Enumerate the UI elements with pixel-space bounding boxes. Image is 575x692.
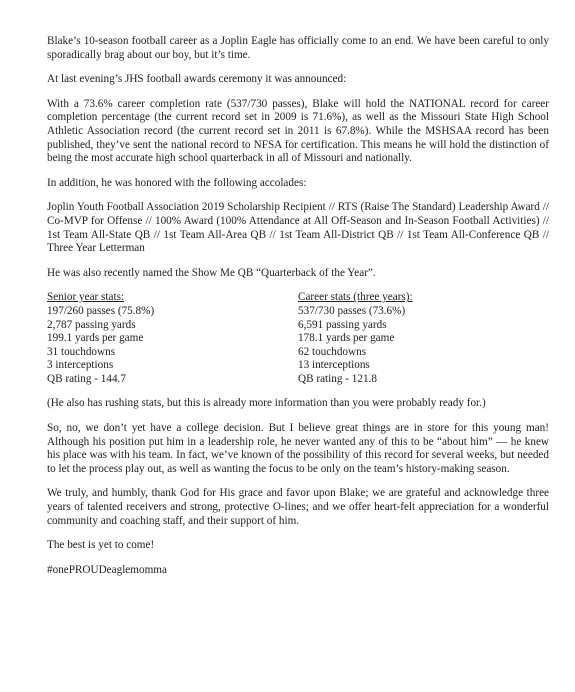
- rushing-note-paragraph: (He also has rushing stats, but this is already more information than you were probably ready for.): [47, 397, 486, 410]
- career-stat-line: 13 interceptions: [298, 359, 370, 372]
- hashtag-signature: #onePROUDeaglemomma: [47, 563, 167, 576]
- career-stat-line: 62 touchdowns: [298, 345, 367, 358]
- intro-paragraph: Blake’s 10-season football career as a Joplin Eagle has officially come to an end. We have been careful to only sporadically brag about our boy, but it’s time.: [47, 35, 549, 61]
- stats-section: [47, 291, 549, 386]
- career-stat-line: 6,591 passing yards: [298, 318, 387, 331]
- career-stat-line: 178.1 yards per game: [298, 332, 395, 345]
- accolades-list: Joplin Youth Football Association 2019 Scholarship Recipient // RTS (Raise The Standard) Leadership Award // Co-MVP for Offense // 100% Award (100% Attendance at All Off-Season and In-Season Football Activities) // 1st Team All-State QB // 1st Team All-Area QB // 1st Team All-District QB // 1st Team All-Conference QB // Three Year Letterman: [47, 201, 549, 255]
- senior-stat-line: 199.1 yards per game: [47, 332, 144, 345]
- record-paragraph: With a 73.6% career completion rate (537/730 passes), Blake will hold the NATIONAL record for career completion percentage (the current record set in 2009 is 71.6%), as well as the Missouri State High School Athletic Association record (the current record set in 2011 is 67.8%). While the MSHSAA record has been published, they’ve sent the national record to NFSA for certification. This means he will hold the distinction of being the most accurate high school quarterback in all of Missouri and nationally.: [47, 97, 549, 165]
- senior-stat-line: QB rating - 144.7: [47, 372, 126, 385]
- senior-stats-column: [47, 291, 298, 386]
- career-stat-line: QB rating - 121.8: [298, 372, 377, 385]
- college-decision-paragraph: So, no, we don’t yet have a college decision. But I believe great things are in store for this young man! Although his position put him in a leadership role, he never wanted any of this to be “about him” — he knew his place was with his team. In fact, we’ve known of the possibility of this record for several weeks, but needed to let the process play out, as well as wanting the focus to be only on the team’s history-making season.: [47, 422, 549, 475]
- career-stat-line: 537/730 passes (73.6%): [298, 304, 406, 317]
- career-stats-column: [298, 291, 549, 386]
- career-stats-heading: Career stats (three years):: [298, 291, 413, 304]
- senior-stat-line: 3 interceptions: [47, 359, 114, 372]
- qb-of-year-paragraph: He was also recently named the Show Me QB “Quarterback of the Year”.: [47, 266, 376, 279]
- announcement-paragraph: At last evening’s JHS football awards ceremony it was announced:: [47, 73, 347, 86]
- gratitude-paragraph: We truly, and humbly, thank God for His grace and favor upon Blake; we are grateful and acknowledge three years of talented receivers and strong, protective O-lines; and we offer heart-felt appreciation for a wonderful community and coaching staff, and their support of him.: [47, 487, 549, 527]
- senior-stat-line: 31 touchdowns: [47, 345, 116, 358]
- senior-stat-line: 2,787 passing yards: [47, 318, 136, 331]
- closing-line: The best is yet to come!: [47, 539, 155, 552]
- accolades-intro: In addition, he was honored with the following accolades:: [47, 176, 307, 189]
- senior-stat-line: 197/260 passes (75.8%): [47, 304, 155, 317]
- senior-stats-heading: Senior year stats:: [47, 291, 125, 304]
